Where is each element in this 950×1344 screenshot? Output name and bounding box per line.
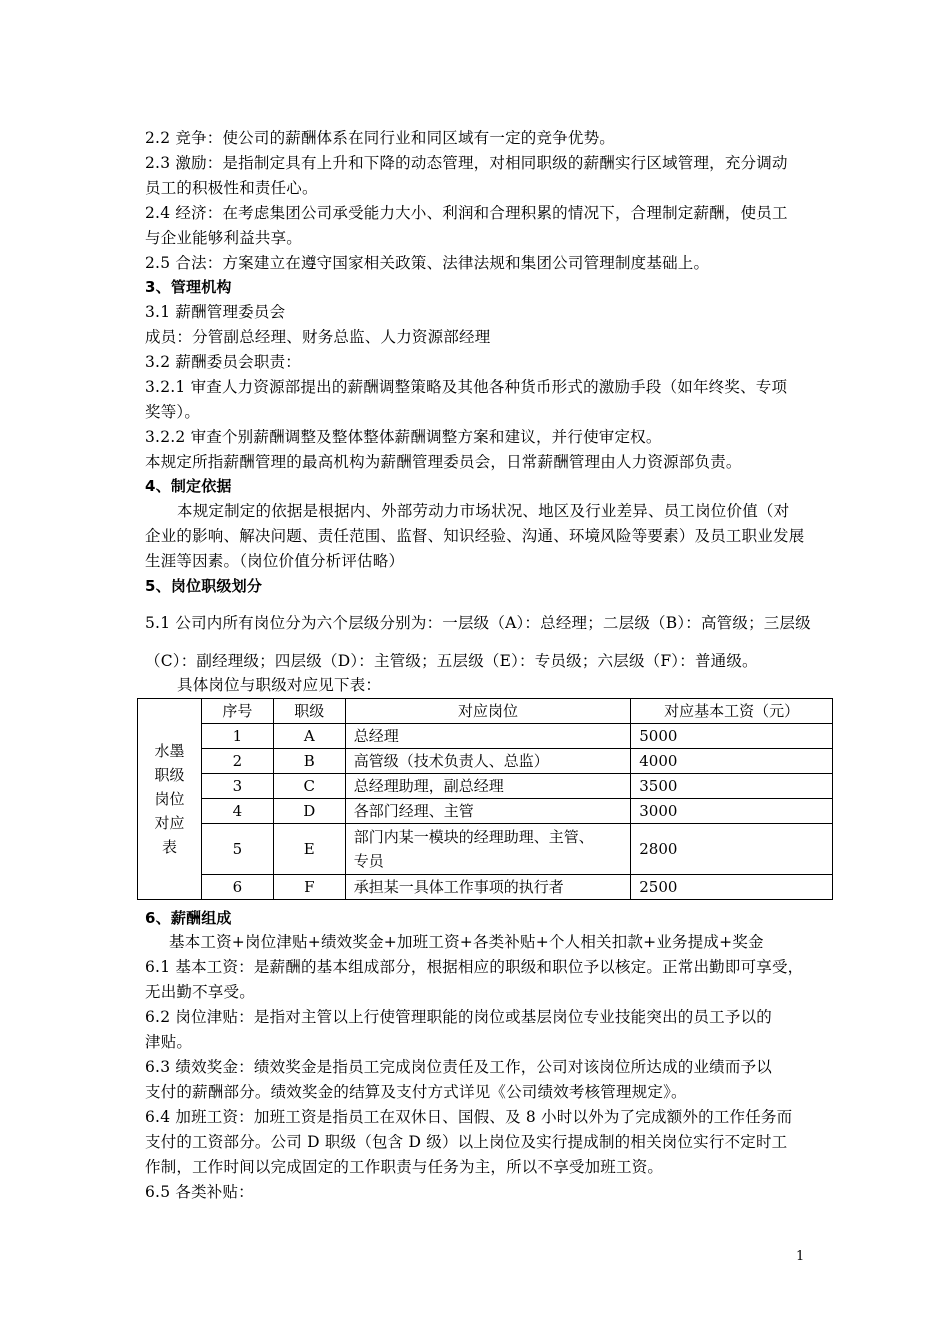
para-highest-body: 本规定所指薪酬管理的最高机构为薪酬管理委员会，日常薪酬管理由人力资源部负责。: [145, 453, 742, 471]
para-formula: 基本工资+岗位津贴+绩效奖金+加班工资+各类补贴+个人相关扣款+业务提成+奖金: [169, 933, 764, 951]
para-2-3-cont: 员工的积极性和责任心。: [145, 179, 318, 197]
header-index: 序号: [201, 699, 273, 724]
heading-6: 6、薪酬组成: [145, 909, 232, 927]
para-5-1: 5.1 公司内所有岗位分为六个层级分别为：一层级（A）：总经理；二层级（B）：高管级；三层级: [145, 614, 811, 632]
para-3-2-1-cont: 奖等）。: [145, 403, 201, 421]
heading-5: 5、岗位职级划分: [145, 577, 263, 595]
para-6-1-cont: 无出勤不享受。: [145, 983, 255, 1001]
para-3-2-2: 3.2.2 审查个别薪酬调整及整体整体薪酬调整方案和建议，并行使审定权。: [145, 428, 662, 446]
table-row: 2 B 高管级（技术负责人、总监） 4000: [138, 749, 833, 774]
para-2-4-cont: 与企业能够利益共享。: [145, 229, 303, 247]
salary-grade-table: [137, 698, 833, 900]
table-row: 5 E 部门内某一模块的经理助理、主管、 专员 2800: [138, 824, 833, 875]
para-3-2: 3.2 薪酬委员会职责：: [145, 353, 301, 371]
page-number: 1: [796, 1249, 805, 1264]
para-2-2: 2.2 竞争：使公司的薪酬体系在同行业和同区域有一定的竞争优势。: [145, 129, 615, 147]
para-4-line2: 企业的影响、解决问题、责任范围、监督、知识经验、沟通、环境风险等要素）及员工职业发展: [145, 527, 805, 545]
para-6-1: 6.1 基本工资：是薪酬的基本组成部分，根据相应的职级和职位予以核定。正常出勤即可享受，: [145, 958, 804, 976]
para-4-line1: 本规定制定的依据是根据内、外部劳动力市场状况、地区及行业差异、员工岗位价值（对: [177, 502, 790, 520]
para-2-5: 2.5 合法：方案建立在遵守国家相关政策、法律法规和集团公司管理制度基础上。: [145, 254, 710, 272]
para-5-1-cont: （C）：副经理级；四层级（D）：主管级；五层级（E）：专员级；六层级（F）：普通级。: [145, 652, 758, 670]
table-row: 1 A 总经理 5000: [138, 724, 833, 749]
para-6-4-cont2: 作制，工作时间以完成固定的工作职责与任务为主，所以不享受加班工资。: [145, 1158, 664, 1176]
para-6-5: 6.5 各类补贴：: [145, 1183, 254, 1201]
para-table-intro: 具体岗位与职级对应见下表：: [177, 676, 382, 694]
table-header-row: [138, 699, 833, 724]
para-2-4: 2.4 经济：在考虑集团公司承受能力大小、利润和合理积累的情况下，合理制定薪酬，使员工: [145, 204, 788, 222]
para-6-4-cont: 支付的工资部分。公司 D 职级（包含 D 级）以上岗位及实行提成制的相关岗位实行不定时工: [145, 1133, 788, 1151]
header-grade: 职级: [273, 699, 345, 724]
row5-position-cell: 部门内某一模块的经理助理、主管、 专员: [345, 824, 631, 875]
para-members: 成员：分管副总经理、财务总监、人力资源部经理: [145, 328, 491, 346]
header-position: 对应岗位: [345, 699, 631, 724]
header-salary: 对应基本工资（元）: [631, 699, 833, 724]
para-6-2: 6.2 岗位津贴：是指对主管以上行使管理职能的岗位或基层岗位专业技能突出的员工予以的: [145, 1008, 772, 1026]
para-6-4: 6.4 加班工资：加班工资是指员工在双休日、国假、及 8 小时以外为了完成额外的工作任务而: [145, 1108, 793, 1126]
table-row: 3 C 总经理助理，副总经理 3500: [138, 774, 833, 799]
table-side-label: 水墨 职级 岗位 对应 表: [138, 699, 202, 900]
heading-3: 3、管理机构: [145, 278, 232, 296]
para-3-1: 3.1 薪酬管理委员会: [145, 303, 286, 321]
para-6-3-cont: 支付的薪酬部分。绩效奖金的结算及支付方式详见《公司绩效考核管理规定》。: [145, 1083, 687, 1101]
para-2-3: 2.3 激励：是指制定具有上升和下降的动态管理，对相同职级的薪酬实行区域管理，充分调动: [145, 154, 788, 172]
para-4-line3: 生涯等因素。（岗位价值分析评估略）: [145, 552, 405, 570]
para-6-2-cont: 津贴。: [145, 1033, 193, 1051]
para-3-2-1: 3.2.1 审查人力资源部提出的薪酬调整策略及其他各种货币形式的激励手段（如年终奖、专项: [145, 378, 788, 396]
table-row: 6 F 承担某一具体工作事项的执行者 2500: [138, 875, 833, 900]
table-row: 4 D 各部门经理、主管 3000: [138, 799, 833, 824]
para-6-3: 6.3 绩效奖金：绩效奖金是指员工完成岗位责任及工作，公司对该岗位所达成的业绩而予以: [145, 1058, 772, 1076]
heading-4: 4、制定依据: [145, 477, 232, 495]
